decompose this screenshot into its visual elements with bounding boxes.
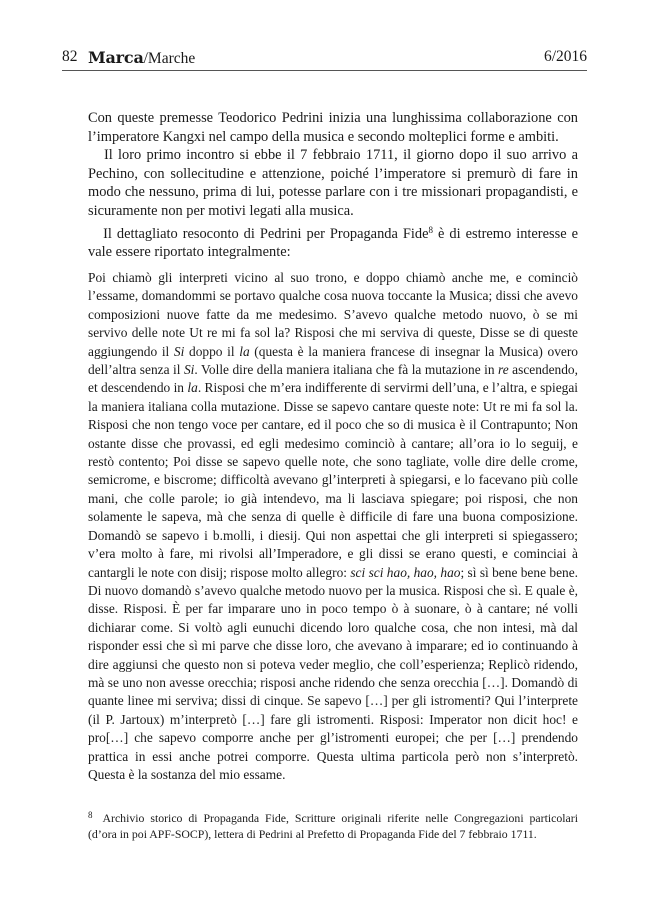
block-quote	[88, 269, 578, 784]
issue-number: 6/2016	[543, 48, 587, 65]
paragraph-3	[88, 221, 578, 262]
footnote	[88, 807, 578, 842]
quote-text-1: Poi chiamò gli interpreti vicino al suo trono, e doppo chiamò anche me, e cominciò l’essame, domandommi se portavo qualche cosa nuova toccante la Musica; dissi che avevo composizioni nuove fatte da me medesimo. S’avevo qualche metodo nuovo, ò se mi servivo delle note Ut re mi fa sol la? Risposi che mi serviva di queste, Disse se di queste aggiungendo il	[88, 270, 578, 359]
header-rule	[62, 70, 587, 71]
running-header	[62, 48, 587, 72]
journal-title-rest: /Marche	[143, 50, 196, 67]
paragraph-3-text: Il dettagliato resoconto di Pedrini per Propaganda Fide	[103, 225, 429, 242]
quote-italic-la-2: la	[187, 380, 198, 396]
quote-italic-sisi: sci sci hao, hao, hao	[350, 564, 461, 580]
main-text	[88, 109, 578, 262]
paragraph-3-end: è di estremo interesse e vale essere riportato integralmente:	[88, 225, 578, 261]
footnote-ref[interactable]: 8	[428, 224, 433, 235]
journal-logo: Marca	[88, 48, 144, 67]
journal-title	[88, 48, 195, 68]
quote-text-6: . Risposi che m’era indifferente di servirmi dell’una, e l’altra, e spiegai la maniera italiana colla mutazione. Disse se sapevo cantare queste note: Ut re mi fa sol la. Risposi che non tengo voce per cantare, ed il poco che so di musica è il Contrapunto; Non ostante disse che provassi, ed egli medesimo cominciò à cantare; all’ora io lo seguij, e restò contento; Poi disse se sapevo quelle note, che sono tagliate, volle dire delle crome, semicrome, e biscrome; difficoltà avevano gl’interpreti à spiegarsi, e lo facevano più colle mani, che colle parole; io già intendevo, ma li lasciava spiegare; poi risposi, che non solamente le sapeva, mà che senza di quelle è difficile di fare una buona composizione. Domandò se sapevo i b.molli, i diesij. Qui non aspettai che gli interpreti si spiegassero; v’era molto à fare, mi rivolsi all’Imperadore, e gli dissi se erano questi, e cominciai à cantargli le note con disij; rispose molto allegro:	[88, 380, 579, 580]
quote-text-2: doppo il	[184, 343, 240, 359]
quote-italic-re: re	[498, 362, 509, 378]
quote-italic-si-1: Si	[173, 343, 185, 359]
quote-italic-la-1: la	[239, 343, 250, 359]
quote-text-5: ascendendo, et descendendo in	[88, 362, 578, 396]
paragraph-1: Con queste premesse Teodorico Pedrini inizia una lunghissima collaborazione con l’imperatore Kangxi nel campo della musica e secondo molteplici forme e ambiti.	[88, 110, 578, 145]
paragraph-2-text: Il loro primo incontro si ebbe il 7 febbraio 1711, il giorno dopo il suo arrivo a Pechino, con sollecitudine e attenzione, poiché l’imperatore si premurò di fare in modo che nessuno, prima di lui, potesse parlare con i tre missionari propagandisti, e sicuramente non per motivi legati alla musica.	[88, 147, 578, 219]
footnote-number: 8	[88, 810, 93, 820]
paragraph-2	[88, 146, 578, 220]
quote-italic-si-2: Si	[183, 362, 195, 378]
page-number: 82	[62, 48, 78, 65]
quote-paragraph	[88, 269, 578, 784]
quote-text-7: ; sì sì bene bene bene. Di nuovo domandò s’avevo qualche metodo nuovo per la musica. Risposi che sì. E quale è, disse. Risposi. È per far imparare uno in poco tempo ò à suonare, ò à cantare; né volli dichiarar come. Si voltò agli eunuchi dicendo loro qualche cosa, che non intesi, mà dal risponder essi che sì mi parve che disse loro, che avevano à imparare; ed io continuando à dire aggiunsi che questo non si poteva veder meglio, che coll’esperienza; Replicò ridendo, mà se uno non avesse orecchia; risposi anche ridendo che senza orecchia […]. Domandò di quante linee mi serviva; dissi di cinque. Se sapevo […] per gli istromenti? Qui l’interprete (il P. Jartoux) m’interpretò […] fare gli istromenti. Risposi: Imperator non dicit hoc! e pro[…] che sapevo comporre anche per gl’istromenti europei; che per […] prendendo prattica in essi anche potrei comporre. Questa ultima particola però non s’interpretò. Questa è la sostanza del mio essame.	[88, 564, 578, 782]
quote-text-4: . Volle dire della maniera italiana che fà la mutazione in	[194, 362, 499, 378]
footnote-text: Archivio storico di Propaganda Fide, Scritture originali riferite nelle Congregazioni particolari (d’ora in poi APF-SOCP), lettera di Pedrini al Prefetto di Propaganda Fide del 7 febbraio 1711.	[88, 811, 578, 841]
quote-text-3: (questa è la maniera francese di insegnar la Musica) overo dell’altra senza il	[88, 343, 578, 378]
